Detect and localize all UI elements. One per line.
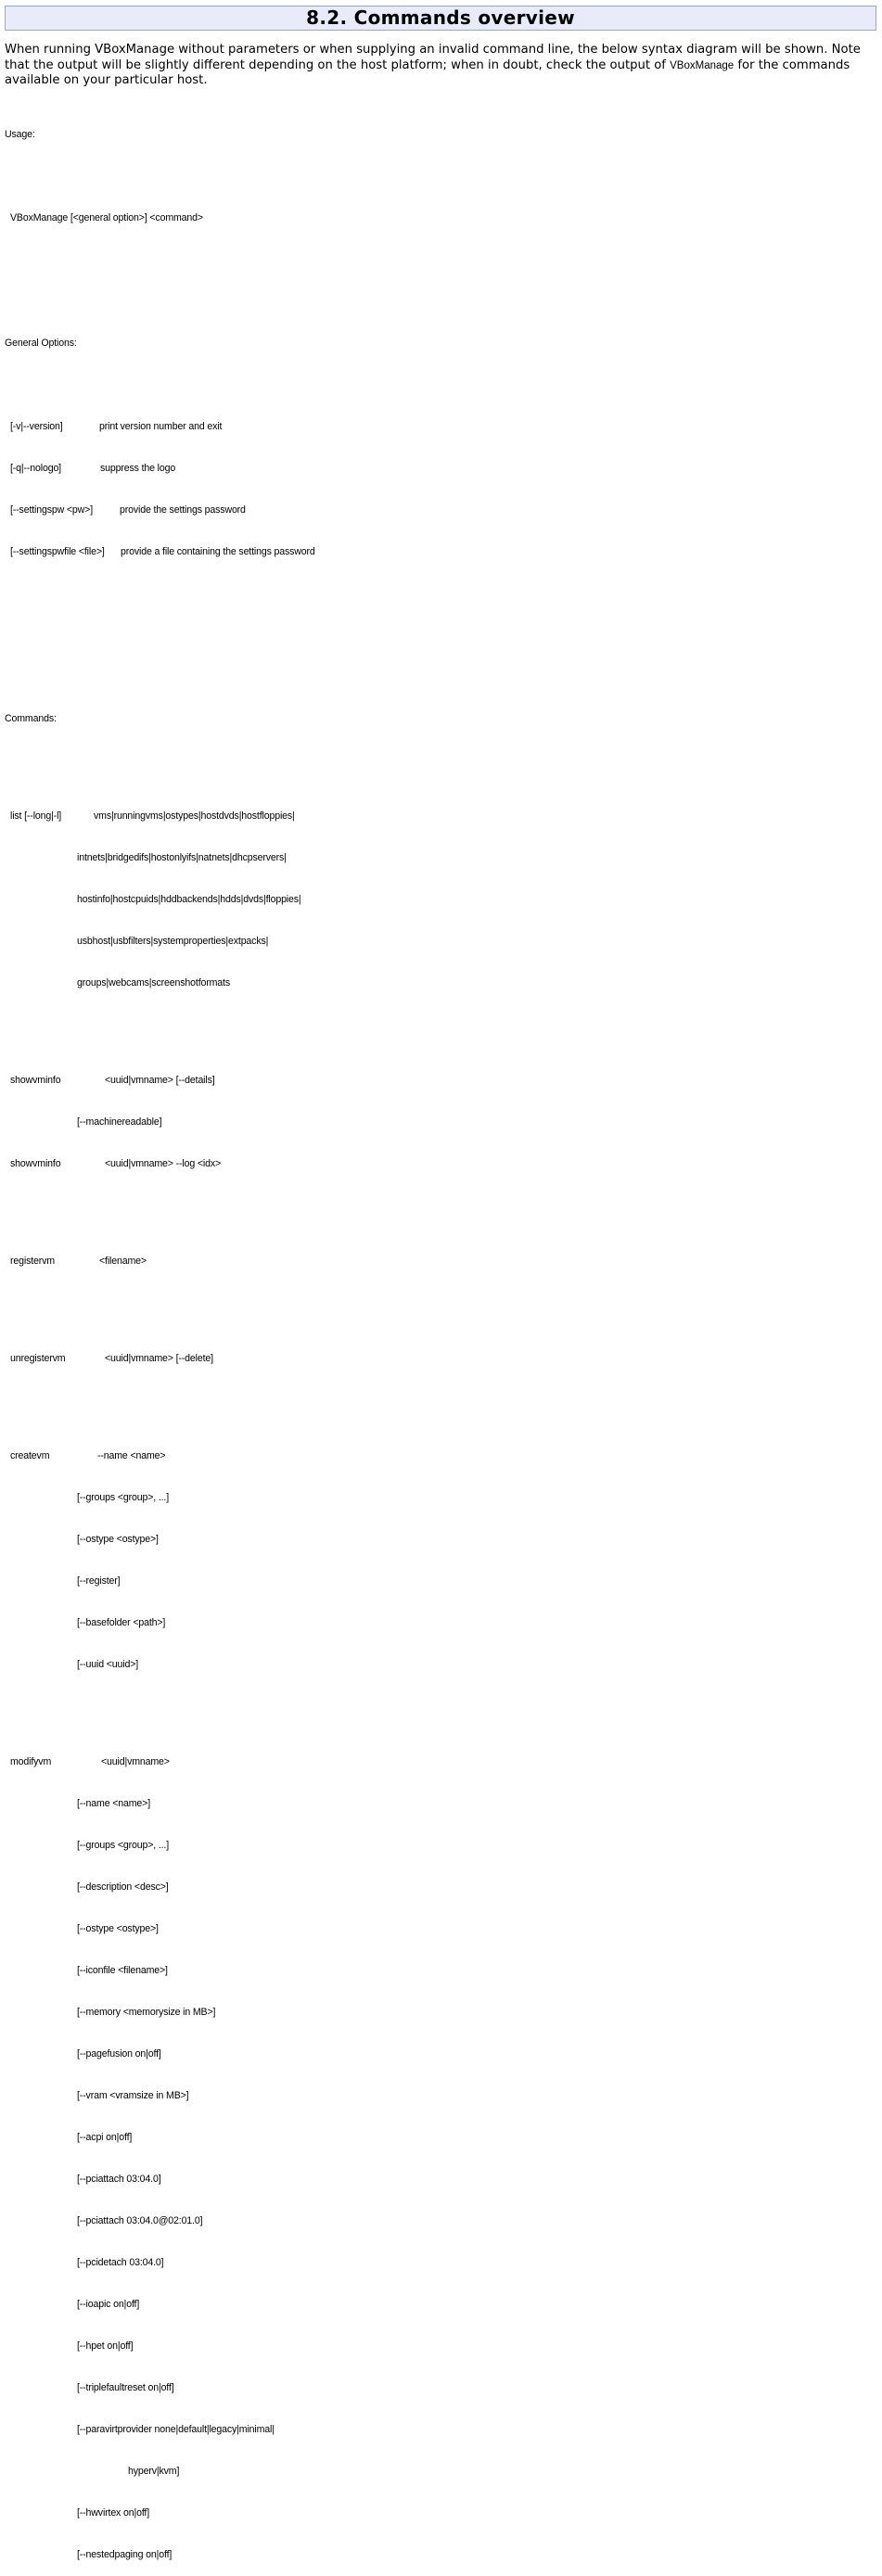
command-createvm-row [5,1449,876,1463]
command-arg: <uuid|vmname> --log <idx> [105,1158,222,1169]
command-cont: groups|webcams|screenshotformats [77,977,230,988]
command-cont-row [5,893,876,907]
command-cont: hyperv|kvm] [128,2466,180,2477]
command-showvminfo-row [5,1074,876,1088]
usage-label: Usage: [5,129,35,140]
command-opt: [--groups <group>, ...] [77,1840,170,1851]
command-opt-row [5,2506,876,2520]
command-name: list [--long|-l] [10,810,62,822]
command-opt-row [5,1491,876,1505]
command-cont: [--machinereadable] [77,1116,162,1128]
command-opt: [--pciattach 03:04.0@02:01.0] [77,2215,203,2226]
option-row [5,545,876,559]
commands-label-row [5,712,876,726]
command-cont-row [5,1116,876,1129]
command-opt-row [5,1658,876,1672]
command-name: unregistervm [10,1353,66,1364]
option-row [5,504,876,517]
command-arg: <uuid|vmname> [101,1756,170,1767]
option-flag: [-q|--nologo] [10,463,61,474]
option-flag: [-v|--version] [10,421,63,432]
command-showvminfo-log-row [5,1157,876,1171]
command-unregistervm-row [5,1352,876,1366]
command-registervm-row [5,1255,876,1269]
command-cont: hostinfo|hostcpuids|hddbackends|hdds|dvds|floppies| [77,894,301,905]
intro-paragraph [5,43,878,89]
command-opt-row [5,1922,876,1936]
command-arg: <uuid|vmname> [--details] [105,1075,215,1086]
command-arg: <filename> [99,1256,147,1267]
general-options-label: General Options: [5,338,77,349]
command-opt: [--ostype <ostype>] [77,1534,159,1545]
command-opt: [--hpet on|off] [77,2340,134,2352]
command-opt: [--ostype <ostype>] [77,1923,159,1934]
command-opt-row [5,2214,876,2228]
command-opt-row [5,2089,876,2103]
command-opt-row [5,2173,876,2187]
command-opt: [--vram <vramsize in MB>] [77,2090,189,2101]
command-opt: [--hwvirtex on|off] [77,2507,150,2519]
command-opt: [--basefolder <path>] [77,1617,166,1628]
command-opt: [--memory <memorysize in MB>] [77,2007,216,2018]
intro-code: VBoxManage [670,59,735,71]
command-cont-row [5,851,876,865]
option-desc: provide the settings password [120,504,246,516]
command-opt-row [5,1533,876,1547]
command-name: showvminfo [10,1075,61,1086]
command-opt-row [5,2340,876,2353]
intro-text-after: for the commands available on your particular host. [5,57,850,87]
option-desc: print version number and exit [99,421,223,432]
command-opt: [--pagefusion on|off] [77,2048,161,2060]
command-opt: [--name <name>] [77,1798,151,1809]
command-opt: [--groups <group>, ...] [77,1492,170,1503]
command-name: registervm [10,1256,55,1267]
command-opt-row [5,1881,876,1894]
command-name: createvm [10,1450,50,1461]
command-opt-row [5,2131,876,2145]
general-options-label-row [5,337,876,351]
command-opt-row [5,2006,876,2020]
option-flag: [--settingspwfile <file>] [10,546,105,557]
command-list-row [5,810,876,823]
command-opt-row [5,1575,876,1588]
command-opt-row [5,1839,876,1853]
command-opt: [--iconfile <filename>] [77,1965,168,1976]
command-opt-row [5,2047,876,2061]
command-opt-row [5,2423,876,2437]
option-desc: provide a file containing the settings password [121,546,315,557]
command-opt: [--description <desc>] [77,1881,169,1893]
command-opt: [--pciattach 03:04.0] [77,2174,161,2185]
command-opt: [--ioapic on|off] [77,2299,140,2310]
command-opt: [--paravirtprovider none|default|legacy|minimal| [77,2424,275,2435]
command-opt-row [5,2256,876,2270]
page-title: 8.2. Commands overview [306,6,575,29]
usage-label-row [5,128,876,142]
commands-label: Commands: [5,713,57,724]
command-cont: intnets|bridgedifs|hostonlyifs|natnets|dhcpservers| [77,852,287,863]
command-opt: [--acpi on|off] [77,2132,133,2143]
command-arg: --name <name> [97,1450,166,1461]
option-flag: [--settingspw <pw>] [10,504,94,516]
option-desc: suppress the logo [100,463,176,474]
option-row [5,420,876,434]
command-opt: [--pcidetach 03:04.0] [77,2257,164,2268]
command-opt-row [5,1964,876,1978]
command-opt: [--triplefaultreset on|off] [77,2382,174,2393]
command-cont: usbhost|usbfilters|systemproperties|extpacks| [77,936,269,947]
command-opt: [--register] [77,1575,121,1587]
command-opt-row [5,1797,876,1811]
command-arg: <uuid|vmname> [--delete] [105,1353,213,1364]
command-name: modifyvm [10,1756,52,1767]
command-opt-row [5,2298,876,2312]
command-arg: vms|runningvms|ostypes|hostdvds|hostfloppies| [94,810,295,822]
command-modifyvm-row [5,1755,876,1769]
command-name: showvminfo [10,1158,61,1169]
syntax-diagram [5,100,876,2576]
intro-text-before: When running VBoxManage without parameters or when supplying an invalid command line, the below syntax diagram will be shown. Note that the output will be slightly different depending on the host platform; when in doubt, check the output of [5,43,861,72]
command-cont-row [5,976,876,990]
option-row [5,462,876,476]
command-opt: [--nestedpaging on|off] [77,2549,173,2560]
command-cont-row [5,2465,876,2479]
command-opt-row [5,2548,876,2562]
command-opt: [--uuid <uuid>] [77,1659,139,1670]
command-cont-row [5,935,876,949]
command-opt-row [5,1616,876,1630]
command-opt-row [5,2381,876,2395]
usage-line-row [5,211,876,225]
page-title-bar [5,6,876,31]
usage-line: VBoxManage [<general option>] <command> [10,212,203,223]
